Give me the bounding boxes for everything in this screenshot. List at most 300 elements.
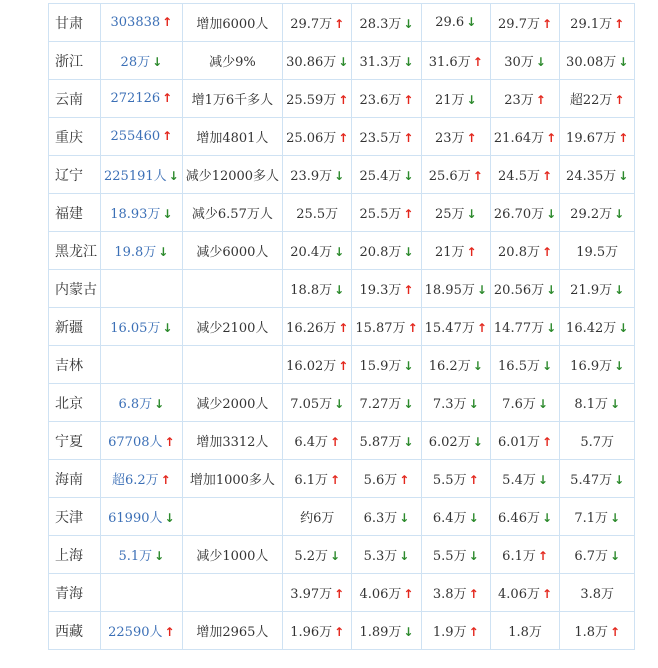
arrow-down-icon: ↓: [610, 511, 621, 525]
applicant-count-cell: [101, 232, 183, 270]
year-value: 29.6: [435, 15, 465, 30]
arrow-up-icon: ↑: [468, 587, 479, 601]
year-value-cell: [352, 156, 421, 194]
year-value: 19.67万: [566, 131, 617, 146]
year-value-cell: [352, 194, 421, 232]
year-value: 16.9万: [570, 359, 613, 374]
applicant-count: 18.93万: [110, 207, 161, 222]
arrow-up-icon: ↑: [541, 435, 553, 449]
arrow-down-icon: ↓: [618, 169, 629, 183]
year-value-cell: [560, 232, 635, 270]
province-cell: 浙江: [49, 42, 101, 80]
change-cell: 减少12000多人: [182, 156, 282, 194]
arrow-down-icon: ↓: [614, 207, 625, 221]
year-value-cell: [283, 232, 352, 270]
applicant-count-cell: [101, 384, 183, 422]
year-value: 24.5万: [498, 169, 540, 184]
year-value: 25万: [434, 207, 465, 222]
table-row: [49, 42, 635, 80]
year-value: 16.5万: [498, 359, 540, 374]
arrow-up-icon: ↑: [537, 549, 548, 563]
year-value: 5.5万: [432, 473, 467, 488]
table-row: [49, 118, 635, 156]
arrow-down-icon: ↓: [541, 511, 553, 525]
year-value: 3.97万: [290, 587, 333, 602]
arrow-up-icon: ↑: [403, 207, 414, 221]
arrow-up-icon: ↑: [403, 587, 414, 601]
year-value: 28.3万: [359, 17, 402, 32]
year-value: 25.6万: [428, 169, 471, 184]
province-cell: 海南: [49, 460, 101, 498]
year-value: 15.87万: [355, 321, 406, 336]
year-value-cell: [421, 232, 490, 270]
year-value: 15.9万: [359, 359, 402, 374]
year-value-cell: [560, 498, 635, 536]
year-value-cell: [560, 118, 635, 156]
year-value: 5.7万: [580, 435, 615, 450]
year-value: 20.8万: [359, 245, 402, 260]
year-value: 25.06万: [286, 131, 337, 146]
change-cell: 增加3312人: [182, 422, 282, 460]
year-value: 5.3万: [363, 549, 398, 564]
year-value-cell: [283, 384, 352, 422]
year-value: 19.5万: [576, 245, 619, 260]
year-value: 6.01万: [498, 435, 540, 450]
applicant-count-cell: [101, 346, 183, 384]
year-value: 20.4万: [290, 245, 333, 260]
year-value: 29.7万: [498, 17, 540, 32]
year-value-cell: [352, 574, 421, 612]
arrow-up-icon: ↑: [399, 473, 410, 487]
year-value: 5.47万: [570, 473, 613, 488]
arrow-up-icon: ↑: [334, 17, 345, 31]
arrow-down-icon: ↓: [472, 359, 483, 373]
year-value-cell: [352, 308, 421, 346]
arrow-down-icon: ↓: [168, 169, 179, 183]
applicant-count: 67708人: [108, 435, 163, 450]
year-value-cell: [283, 422, 352, 460]
arrow-down-icon: ↓: [399, 549, 410, 563]
year-value-cell: [421, 536, 490, 574]
year-value-cell: [283, 346, 352, 384]
year-value-cell: [560, 346, 635, 384]
province-cell: 吉林: [49, 346, 101, 384]
arrow-down-icon: ↓: [334, 245, 345, 259]
arrow-down-icon: ↓: [610, 549, 621, 563]
year-value: 6.4万: [432, 511, 467, 526]
year-value-cell: [490, 498, 559, 536]
change-cell: [182, 574, 282, 612]
arrow-down-icon: ↓: [403, 245, 414, 259]
arrow-down-icon: ↓: [468, 511, 479, 525]
year-value: 30万: [504, 55, 534, 70]
table-row: [49, 536, 635, 574]
arrow-down-icon: ↓: [334, 283, 345, 297]
year-value-cell: [560, 42, 635, 80]
change-cell: 增加1000多人: [182, 460, 282, 498]
year-value: 20.56万: [493, 283, 545, 298]
year-value-cell: [560, 460, 635, 498]
change-cell: [182, 498, 282, 536]
applicant-count: 超6.2万: [111, 473, 159, 488]
year-value-cell: [421, 118, 490, 156]
year-value: 7.27万: [359, 397, 402, 412]
year-value: 19.3万: [359, 283, 402, 298]
arrow-up-icon: ↑: [164, 625, 175, 639]
arrow-down-icon: ↓: [334, 169, 345, 183]
year-value: 23.5万: [359, 131, 402, 146]
year-value-cell: [283, 42, 352, 80]
table-row: [49, 422, 635, 460]
arrow-up-icon: ↑: [330, 435, 341, 449]
year-value: 29.2万: [570, 207, 613, 222]
arrow-down-icon: ↓: [614, 283, 625, 297]
arrow-up-icon: ↑: [476, 321, 487, 335]
table-row: [49, 156, 635, 194]
year-value-cell: [560, 194, 635, 232]
year-value: 23万: [434, 131, 465, 146]
arrow-down-icon: ↓: [162, 321, 173, 335]
table-row: [49, 270, 635, 308]
year-value: 5.87万: [359, 435, 402, 450]
year-value: 23万: [504, 93, 534, 108]
table-row: [49, 346, 635, 384]
year-value-cell: [421, 270, 490, 308]
year-value: 31.3万: [359, 55, 402, 70]
province-cell: 天津: [49, 498, 101, 536]
arrow-down-icon: ↓: [152, 55, 163, 69]
arrow-up-icon: ↑: [610, 625, 621, 639]
arrow-down-icon: ↓: [546, 207, 557, 221]
year-value-cell: [421, 422, 490, 460]
arrow-down-icon: ↓: [618, 321, 629, 335]
applicant-count-cell: [101, 156, 183, 194]
applicant-count-cell: [101, 80, 183, 118]
arrow-down-icon: ↓: [466, 207, 477, 221]
arrow-down-icon: ↓: [403, 169, 414, 183]
year-value: 26.70万: [493, 207, 545, 222]
year-value: 23.9万: [290, 169, 333, 184]
year-value: 20.8万: [498, 245, 540, 260]
year-value-cell: [352, 42, 421, 80]
province-cell: 黑龙江: [49, 232, 101, 270]
year-value: 8.1万: [574, 397, 608, 412]
arrow-down-icon: ↓: [476, 283, 487, 297]
year-value: 5.4万: [502, 473, 536, 488]
applicant-count: 272126: [110, 91, 161, 106]
year-value-cell: [352, 118, 421, 156]
arrow-up-icon: ↑: [403, 131, 414, 145]
year-value-cell: [283, 270, 352, 308]
year-value: 超22万: [569, 93, 613, 108]
year-value-cell: [560, 422, 635, 460]
year-value: 25.5万: [359, 207, 402, 222]
year-value: 16.2万: [428, 359, 471, 374]
arrow-down-icon: ↓: [546, 321, 557, 335]
change-cell: [182, 346, 282, 384]
year-value: 15.47万: [424, 321, 475, 336]
arrow-down-icon: ↓: [164, 511, 175, 525]
applicant-count-cell: [101, 574, 183, 612]
year-value-cell: [490, 384, 559, 422]
year-value-cell: [490, 42, 559, 80]
year-value: 16.42万: [566, 321, 617, 336]
arrow-up-icon: ↑: [334, 625, 345, 639]
applicant-count: 225191人: [104, 169, 167, 184]
year-value: 21万: [434, 245, 465, 260]
year-value-cell: [283, 308, 352, 346]
change-cell: 增加6000人: [182, 4, 282, 42]
year-value: 3.8万: [580, 587, 615, 602]
arrow-up-icon: ↑: [338, 131, 349, 145]
year-value: 1.8万: [574, 625, 608, 640]
year-value: 6.46万: [498, 511, 540, 526]
year-value: 16.02万: [286, 359, 337, 374]
applicant-count: 6.8万: [118, 397, 153, 412]
province-cell: 云南: [49, 80, 101, 118]
arrow-down-icon: ↓: [541, 359, 553, 373]
arrow-up-icon: ↑: [338, 321, 349, 335]
year-value-cell: [283, 194, 352, 232]
arrow-up-icon: ↑: [468, 473, 479, 487]
year-value: 18.8万: [290, 283, 333, 298]
year-value: 4.06万: [498, 587, 540, 602]
province-cell: 青海: [49, 574, 101, 612]
year-value: 6.3万: [363, 511, 398, 526]
table-row: [49, 232, 635, 270]
year-value-cell: [421, 498, 490, 536]
arrow-down-icon: ↓: [535, 55, 546, 69]
applicant-count: 22590人: [108, 625, 163, 640]
year-value-cell: [352, 498, 421, 536]
year-value-cell: [560, 4, 635, 42]
province-cell: 新疆: [49, 308, 101, 346]
year-value: 5.6万: [363, 473, 398, 488]
year-value-cell: [560, 308, 635, 346]
arrow-down-icon: ↓: [468, 397, 479, 411]
arrow-down-icon: ↓: [472, 435, 483, 449]
change-cell: 减少1000人: [182, 536, 282, 574]
applicant-count: 28万: [120, 55, 151, 70]
applicant-count-cell: [101, 536, 183, 574]
arrow-up-icon: ↑: [541, 169, 553, 183]
year-value: 31.6万: [428, 55, 471, 70]
arrow-up-icon: ↑: [614, 17, 625, 31]
year-value-cell: [490, 156, 559, 194]
table-row: [49, 194, 635, 232]
year-value: 21.64万: [493, 131, 545, 146]
applicant-count: 61990人: [108, 511, 163, 526]
year-value: 14.77万: [493, 321, 545, 336]
arrow-up-icon: ↑: [614, 93, 625, 107]
year-value-cell: [490, 536, 559, 574]
applicant-count-cell: [101, 460, 183, 498]
applicant-count: 303838: [110, 15, 161, 30]
arrow-up-icon: ↑: [466, 245, 477, 259]
arrow-up-icon: ↑: [334, 587, 345, 601]
year-value: 6.02万: [428, 435, 471, 450]
year-value: 29.7万: [290, 17, 333, 32]
year-value: 3.8万: [432, 587, 467, 602]
arrow-up-icon: ↑: [338, 93, 349, 107]
applicant-count: 19.8万: [114, 245, 157, 260]
year-value: 1.89万: [359, 625, 402, 640]
year-value-cell: [352, 460, 421, 498]
year-value-cell: [283, 460, 352, 498]
year-value: 1.9万: [432, 625, 467, 640]
arrow-down-icon: ↓: [334, 397, 345, 411]
province-cell: 宁夏: [49, 422, 101, 460]
table-row: [49, 80, 635, 118]
arrow-down-icon: ↓: [614, 359, 625, 373]
applicant-count: 5.1万: [118, 549, 153, 564]
year-value: 18.95万: [424, 283, 475, 298]
arrow-up-icon: ↑: [160, 473, 171, 487]
year-value-cell: [352, 80, 421, 118]
year-value-cell: [421, 346, 490, 384]
province-cell: 福建: [49, 194, 101, 232]
year-value-cell: [352, 612, 421, 650]
table-body: [49, 4, 635, 650]
change-cell: 减少9%: [182, 42, 282, 80]
change-cell: 减少2100人: [182, 308, 282, 346]
year-value: 约6万: [300, 511, 335, 526]
year-value-cell: [283, 536, 352, 574]
year-value-cell: [560, 612, 635, 650]
year-value: 21万: [434, 93, 465, 108]
year-value: 29.1万: [570, 17, 613, 32]
arrow-up-icon: ↑: [466, 131, 477, 145]
change-cell: [182, 270, 282, 308]
year-value-cell: [560, 574, 635, 612]
year-value: 1.96万: [290, 625, 333, 640]
arrow-down-icon: ↓: [537, 397, 548, 411]
arrow-down-icon: ↓: [610, 397, 621, 411]
year-value: 30.86万: [286, 55, 337, 70]
year-value-cell: [490, 308, 559, 346]
arrow-down-icon: ↓: [466, 15, 477, 29]
province-cell: 上海: [49, 536, 101, 574]
year-value-cell: [283, 498, 352, 536]
year-value-cell: [421, 308, 490, 346]
year-value: 25.59万: [286, 93, 337, 108]
arrow-down-icon: ↓: [403, 55, 414, 69]
year-value: 21.9万: [570, 283, 613, 298]
change-cell: 减少6000人: [182, 232, 282, 270]
arrow-up-icon: ↑: [468, 625, 479, 639]
year-value-cell: [490, 270, 559, 308]
arrow-up-icon: ↑: [403, 93, 414, 107]
year-value: 5.5万: [432, 549, 467, 564]
year-value: 6.7万: [574, 549, 608, 564]
year-value-cell: [490, 422, 559, 460]
exam-applicants-table: [48, 3, 635, 650]
arrow-down-icon: ↓: [338, 55, 349, 69]
table-row: [49, 574, 635, 612]
arrow-down-icon: ↓: [330, 549, 341, 563]
applicant-count-cell: [101, 270, 183, 308]
table-row: [49, 4, 635, 42]
year-value: 6.1万: [502, 549, 536, 564]
arrow-down-icon: ↓: [546, 283, 557, 297]
arrow-up-icon: ↑: [164, 435, 175, 449]
arrow-down-icon: ↓: [466, 93, 477, 107]
arrow-down-icon: ↓: [162, 207, 173, 221]
year-value-cell: [490, 460, 559, 498]
year-value-cell: [560, 156, 635, 194]
year-value-cell: [352, 270, 421, 308]
arrow-up-icon: ↑: [162, 129, 173, 143]
arrow-up-icon: ↑: [535, 93, 546, 107]
province-cell: 内蒙古: [49, 270, 101, 308]
arrow-down-icon: ↓: [158, 245, 169, 259]
year-value-cell: [421, 574, 490, 612]
arrow-up-icon: ↑: [472, 169, 483, 183]
arrow-down-icon: ↓: [403, 397, 414, 411]
applicant-count-cell: [101, 4, 183, 42]
year-value-cell: [421, 4, 490, 42]
year-value-cell: [283, 118, 352, 156]
arrow-up-icon: ↑: [162, 91, 173, 105]
table-row: [49, 498, 635, 536]
change-cell: 增1万6千多人: [182, 80, 282, 118]
province-cell: 重庆: [49, 118, 101, 156]
applicant-count-cell: [101, 194, 183, 232]
table-row: [49, 308, 635, 346]
arrow-down-icon: ↓: [403, 17, 414, 31]
arrow-down-icon: ↓: [154, 549, 165, 563]
year-value-cell: [352, 232, 421, 270]
year-value: 7.6万: [502, 397, 536, 412]
arrow-up-icon: ↑: [472, 55, 483, 69]
year-value-cell: [560, 80, 635, 118]
year-value: 24.35万: [566, 169, 617, 184]
arrow-up-icon: ↑: [546, 131, 557, 145]
arrow-up-icon: ↑: [403, 283, 414, 297]
year-value: 6.4万: [294, 435, 329, 450]
year-value-cell: [490, 118, 559, 156]
year-value-cell: [490, 194, 559, 232]
year-value-cell: [490, 574, 559, 612]
arrow-down-icon: ↓: [154, 397, 165, 411]
arrow-up-icon: ↑: [541, 587, 553, 601]
year-value-cell: [560, 270, 635, 308]
year-value-cell: [560, 536, 635, 574]
year-value-cell: [283, 574, 352, 612]
year-value: 25.4万: [359, 169, 402, 184]
year-value: 30.08万: [566, 55, 617, 70]
year-value: 25.5万: [296, 207, 339, 222]
arrow-down-icon: ↓: [618, 55, 629, 69]
year-value: 16.26万: [286, 321, 337, 336]
year-value-cell: [421, 194, 490, 232]
year-value-cell: [352, 536, 421, 574]
year-value-cell: [421, 42, 490, 80]
year-value-cell: [421, 80, 490, 118]
applicant-count-cell: [101, 42, 183, 80]
arrow-down-icon: ↓: [403, 435, 414, 449]
year-value-cell: [352, 4, 421, 42]
province-cell: 辽宁: [49, 156, 101, 194]
year-value: 6.1万: [294, 473, 329, 488]
year-value: 4.06万: [359, 587, 402, 602]
applicant-count-cell: [101, 118, 183, 156]
arrow-up-icon: ↑: [330, 473, 341, 487]
year-value-cell: [490, 346, 559, 384]
year-value: 7.1万: [574, 511, 608, 526]
year-value-cell: [352, 346, 421, 384]
arrow-up-icon: ↑: [618, 131, 629, 145]
